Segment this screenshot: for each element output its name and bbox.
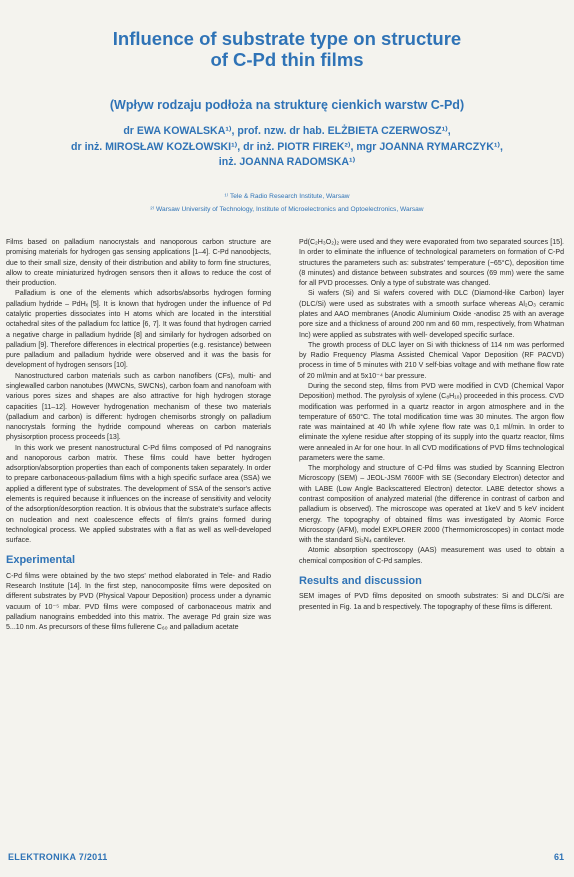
left-column bbox=[6, 238, 271, 633]
author-list bbox=[0, 124, 574, 171]
experimental-paragraph-7: Atomic absorption spectroscopy (AAS) measurement was used to obtain a chemical composition of C-Pd samples. bbox=[299, 547, 564, 565]
affiliation-1: ¹⁾ Tele & Radio Research Institute, Warsaw bbox=[224, 193, 350, 200]
paper-title bbox=[0, 28, 574, 70]
affiliations bbox=[0, 190, 574, 216]
section-heading-experimental: Experimental bbox=[6, 554, 76, 567]
section-heading-results: Results and discussion bbox=[299, 575, 422, 587]
experimental-paragraph-1: C-Pd films were obtained by the two steps' method elaborated in Tele- and Radio Research Institute [14]. In the first step, nanocomposite films were deposited on different substrates by PVD (Physical Vapour Deposition) process under a dynamic vacuum of 10⁻⁵ mbar. PVD films were composed of carbonaceous matrix and palladium nanograins embedded into this matrix. The average Pd grain size was 5...10 nm. As precursors of these films fullerene C₆₀ and palladium acetate bbox=[6, 572, 271, 632]
authors-line-3: inż. JOANNA RADOMSKA¹⁾ bbox=[218, 156, 356, 168]
experimental-paragraph-3: Si wafers (Si) and Si wafers covered with DLC (Diamond-like Carbon) layer (DLC/Si) were used as substrates with a smooth surface whereas Al₂O₃ ceramic plates and AAO membranes (Anodic Aluminium Oxide -anodisc 25 with an average pore size and a thickness of around 200 nm and 60 mm, respectively, from Whatman Inc) were applied as substrates with well- developed specific surface. bbox=[299, 290, 564, 339]
title-line-2: of C-Pd thin films bbox=[210, 49, 364, 70]
authors-line-1: dr EWA KOWALSKA¹⁾, prof. nzw. dr hab. ELŻBIETA CZERWOSZ¹⁾, bbox=[123, 125, 451, 137]
intro-paragraph-3: Nanostructured carbon materials such as carbon nanofibers (CFs), multi- and singlewalled carbon nanotubes (MWCNs, SWCNs), carbon foam and nanofoam with various pores sizes and shapes are also attractive for high hydrogen storage capacities [11–12]. However hydrogenation mechanism of these two materials (palladium and carbon) is different: hydrogen chemisorbs strongly on palladium nanocrystals forming the hydride compound whereas on carbon materials physisorption process proceeds [13]. bbox=[6, 372, 271, 442]
results-paragraph-1: SEM images of PVD films deposited on smooth substrates: Si and DLC/Si are presented in Fig. 1a and b respectively. The topography of these films is different. bbox=[299, 593, 564, 611]
title-line-1: Influence of substrate type on structure bbox=[112, 28, 462, 49]
intro-paragraph-4: In this work we present nanostructural C-Pd films composed of Pd nanograins and nanoporous carbon matrix. These films could have better hydrogen adsorption/absorption properties than each of components taken separately. In order to prepare carbonaceous-palladium films with a high specific surface area (SSA) we applied a different type of substrates. The development of SSA of the sensor's active elements is required because it influences on the increase of sensitivity and velocity of the adsorption/desorption reaction. It is obvious that the substrate's surface affects on nucleation and next coalescence effects of film's grains formed during technological process. We applied substrates with a flat as well as well-developed surface. bbox=[6, 444, 271, 545]
experimental-paragraph-2: Pd(C₂H₃O₂)₂ were used and they were evaporated from two separated sources [15]. In order to eliminate the influence of technological parameters on formation of C-Pd structures the parameters such as: substrates' temperature (~65°C), deposition time (8 minutes) and distance between substrates and sources (69 mm) were the same for all PVD processes. Only a type of substrate was changed. bbox=[299, 239, 564, 288]
journal-footer: ELEKTRONIKA 7/2011 bbox=[8, 852, 108, 862]
paper-subtitle: (Wpływ rodzaju podłoża na strukturę cienkich warstw C-Pd) bbox=[109, 98, 465, 112]
intro-paragraph-2: Palladium is one of the elements which adsorbs/absorbs hydrogen forming palladium hydride – PdHₓ [5]. It is known that hydrogen under the influence of Pd catalytic properties dissociates into H atoms which are located in the interstitial octahedral sites of the palladium fcc lattice [6, 7]. It was found that hydrogen carried a negative charge in palladium hydride [8] and similarly for hydrogen adsorbed on palladium [9]. Therefore differences in electrical properties (e.g. resistance) between pure palladium and palladium hydride were observed and it was the basis for development of hydrogen sensors [10]. bbox=[6, 290, 271, 370]
intro-paragraph-1: Films based on palladium nanocrystals and nanoporous carbon structure are promising materials for hydrogen gas sensing applications [1–4]. C-Pd nanoobjects, due to their small size, density of their distribution and ability to form fine structures, allow to create miniaturized hydrogen sensors then it allows to reduce the cost of their production. bbox=[6, 239, 271, 288]
authors-line-2: dr inż. MIROSŁAW KOZŁOWSKI¹⁾, dr inż. PIOTR FIREK²⁾, mgr JOANNA RYMARCZYK¹⁾, bbox=[71, 140, 503, 153]
experimental-paragraph-4: The growth process of DLC layer on Si with thickness of 114 nm was performed by Radio Frequency Plasma Assisted Chemical Vapor Deposition (RF PACVD) process in time of 5 minutes with 210 V self-bias voltage and with methane flow rate of 20 ml/min and at 5x10⁻⁴ bar pressure. bbox=[299, 341, 564, 380]
right-column bbox=[299, 238, 564, 613]
affiliation-2: ²⁾ Warsaw University of Technology, Institute of Microelectronics and Optoelectronics, Warsaw bbox=[150, 206, 424, 213]
experimental-paragraph-5: During the second step, films from PVD were modified in CVD (Chemical Vapor Deposition) method. The pyrolysis of xylene (C₈H₁₀) proceeded in this process. CVD modification was performed in a quartz reactor in argon atmosphere and in the temperature of 650°C. The total modification time was 30 minutes. The argon flow rate was maintained at 40 l/h while xylene flow rate was 0,1 ml/min. In order to eliminate the xylene residue after stopping of its supply into the quartz reactor, films were annealed in Ar for one hour. In all CVD modifications of PVD films technological parameters were the same. bbox=[299, 382, 564, 462]
experimental-paragraph-6: The morphology and structure of C-Pd films was studied by Scanning Electron Microscopy (SEM) – JEOL-JSM 7600F with SE (Secondary Electron) detector and with LABE (Low Angle Backscattered Electron) detector. LABE detector shows a contrast composition of analyzed material (the difference in contrast of carbon and palladium is observed). The microscope was operated at 1keV and 5 keV incident energy. The topography of obtained films was investigated by Atomic Force Microscopy (AFM), model EXPLORER 2000 (Thermomicroscopes) in contact mode with the standard Si₃N₄ cantilever. bbox=[299, 465, 564, 545]
page-number: 61 bbox=[553, 852, 564, 862]
